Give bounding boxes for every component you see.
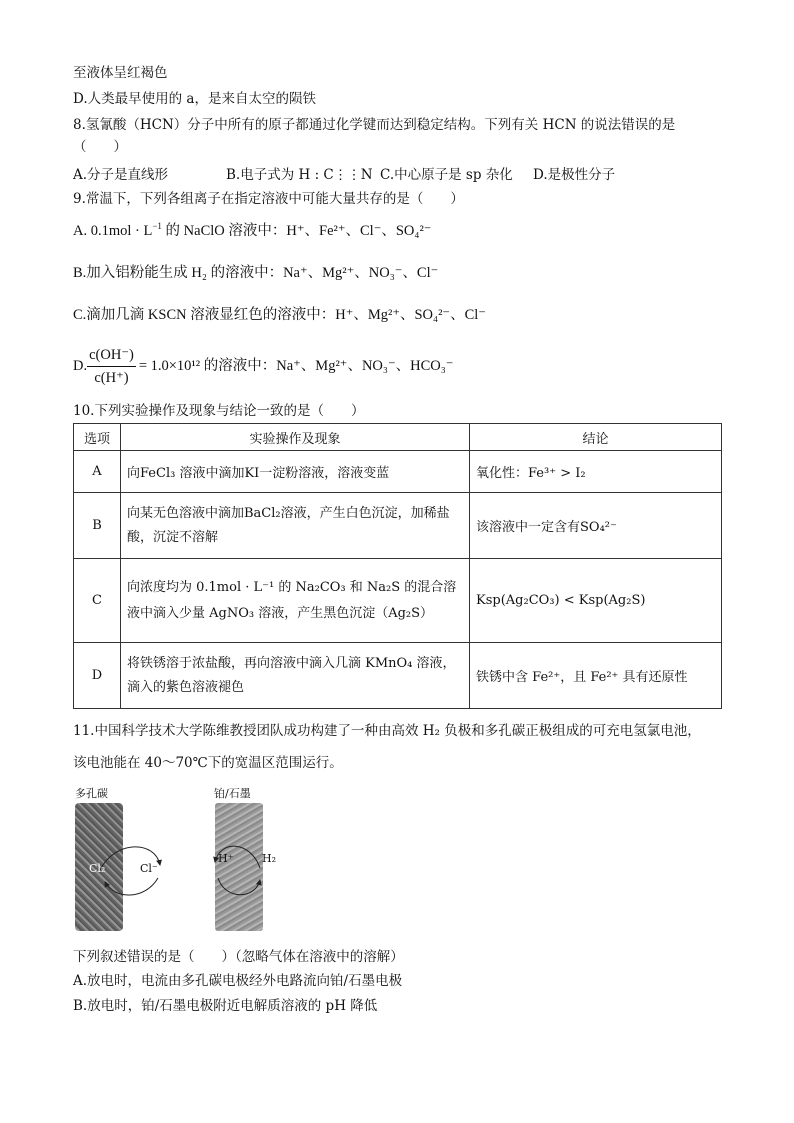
question-9-stem: 9.常温下，下列各组离子在指定溶液中可能大量共存的是（ ） <box>73 191 464 207</box>
cl2-label: Cl₂ <box>89 862 106 875</box>
option-a-suffix: 的 NaClO 溶液中：H⁺、Fe²⁺、Cl⁻、SO₄²⁻ <box>161 223 432 239</box>
question-10-stem: 10.下列实验操作及现象与结论一致的是（ ） <box>73 403 365 419</box>
cl-minus-label: Cl⁻ <box>140 862 158 875</box>
question-8-paren: （ ） <box>73 139 127 155</box>
option-d-suffix: = 1.0×10¹² 的溶液中：Na⁺、Mg²⁺、NO₃⁻、HCO₃⁻ <box>138 357 454 374</box>
question-9-option-d <box>73 344 453 389</box>
table-cell-conclusion: 铁锈中含 Fe²⁺，且 Fe²⁺ 具有还原性 <box>470 643 722 709</box>
h2-label: H₂ <box>262 852 277 865</box>
fraction-numerator: c(OH⁻) <box>87 344 136 367</box>
question-8-stem: 8.氢氰酸（HCN）分子中所有的原子都通过化学键而达到稳定结构。下列有关 HCN 的说法错误的是 <box>73 117 676 133</box>
table-header: 选项 <box>74 424 121 451</box>
table-cell-conclusion: 该溶液中一定含有SO₄²⁻ <box>470 493 722 559</box>
table-cell-option: B <box>74 493 121 559</box>
experiment-table <box>73 423 722 709</box>
h-plus-label: H⁺ <box>218 852 234 865</box>
table-header: 结论 <box>470 424 722 451</box>
table-cell-option: A <box>74 451 121 493</box>
table-cell-operation: 向FeCl₃ 溶液中滴加KI一淀粉溶液，溶液变蓝 <box>121 451 470 493</box>
question-9-option-c: C.滴加几滴 KSCN 溶液显红色的溶液中：H⁺、Mg²⁺、SO₄²⁻、Cl⁻ <box>73 307 486 323</box>
table-row <box>74 643 722 709</box>
question-11-option-a: A.放电时，电流由多孔碳电极经外电路流向铂/石墨电极 <box>73 973 403 989</box>
option-a-prefix: A. 0.1mol · L <box>73 223 153 239</box>
question-9-option-a <box>73 222 431 240</box>
question-9-option-b: B.加入铝粉能生成 H₂ 的溶液中：Na⁺、Mg²⁺、NO₃⁻、Cl⁻ <box>73 265 439 281</box>
question-8-option-c: C.中心原子是 sp 杂化 <box>380 167 513 183</box>
fraction-denominator: c(H⁺) <box>94 370 129 386</box>
text-line: 至液体呈红褐色 <box>73 65 168 81</box>
question-11-stem-line1: 11.中国科学技术大学陈维教授团队成功构建了一种由高效 H₂ 负极和多孔碳正极组成的可充电氢氯电池， <box>73 723 701 739</box>
figure-label-platinum-graphite: 铂/石墨 <box>214 787 251 800</box>
table-cell-option: D <box>74 643 121 709</box>
question-11-stem-line2: 该电池能在 40～70℃下的宽温区范围运行。 <box>73 755 343 771</box>
question-11-option-b: B.放电时，铂/石墨电极附近电解质溶液的 pH 降低 <box>73 998 378 1014</box>
table-row <box>74 493 722 559</box>
table-header-row <box>74 424 722 451</box>
table-cell-conclusion: Ksp(Ag₂CO₃) < Ksp(Ag₂S) <box>470 559 722 643</box>
table-cell-operation: 向浓度均为 0.1mol · L⁻¹ 的 Na₂CO₃ 和 Na₂S 的混合溶液中滴入少量 AgNO₃ 溶液，产生黑色沉淀（Ag₂S） <box>121 559 470 643</box>
left-return-arrow <box>105 878 158 895</box>
table-cell-option: C <box>74 559 121 643</box>
table-cell-operation: 将铁锈溶于浓盐酸，再向溶液中滴入几滴 KMnO₄ 溶液，滴入的紫色溶液褪色 <box>121 643 470 709</box>
table-cell-conclusion: 氧化性：Fe³⁺ > I₂ <box>470 451 722 493</box>
table-row <box>74 559 722 643</box>
table-row <box>74 451 722 493</box>
text-line: D.人类最早使用的 a，是来自太空的陨铁 <box>73 91 316 107</box>
question-11-ask: 下列叙述错误的是（ ）（忽略气体在溶液中的溶解） <box>73 949 404 965</box>
question-8-option-a: A.分子是直线形 <box>73 167 169 183</box>
option-d-prefix: D. <box>73 357 88 374</box>
right-return-arrow <box>218 878 260 895</box>
fraction <box>87 344 136 389</box>
table-header: 实验操作及现象 <box>121 424 470 451</box>
figure-label-porous-carbon: 多孔碳 <box>75 787 108 800</box>
question-8-option-b: B.电子式为 H : C⋮⋮N <box>226 167 373 183</box>
question-8-option-d: D.是极性分子 <box>533 167 616 183</box>
table-cell-operation: 向某无色溶液中滴加BaCl₂溶液，产生白色沉淀，加稀盐酸，沉淀不溶解 <box>121 493 470 559</box>
superscript: −1 <box>152 221 162 232</box>
